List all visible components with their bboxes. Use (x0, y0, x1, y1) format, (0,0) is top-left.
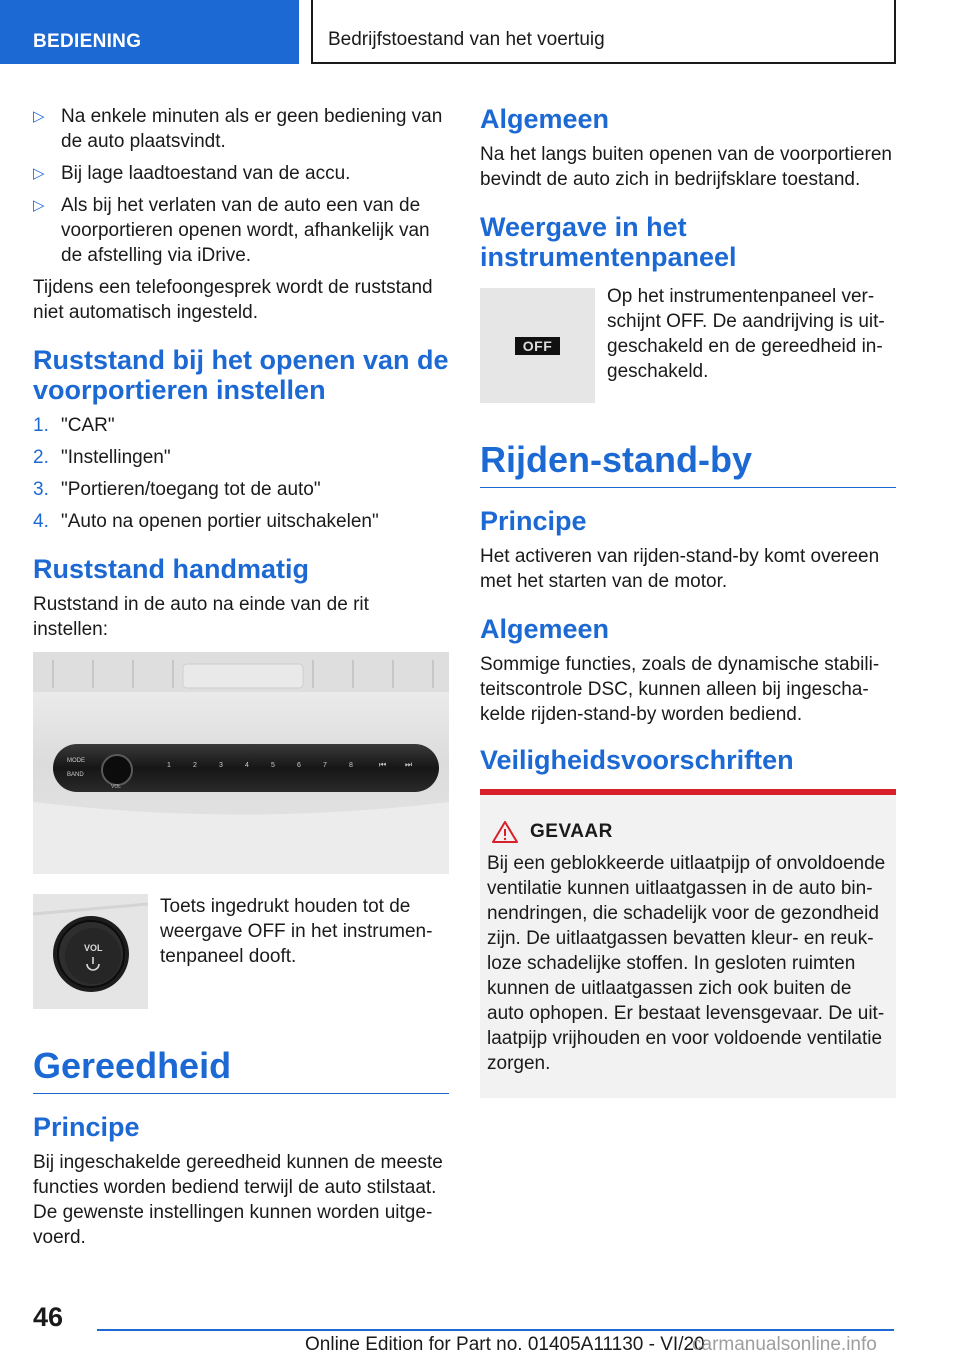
list-item: ▷ Als bij het verlaten van de auto een van de voorportieren openen wordt, afhankelijk van de afstelling via iDrive. (33, 195, 430, 266)
paragraph: Op het instrumentenpaneel verschijnt OFF. De aandrijving is uitgeschakeld en de gereedheid ingeschakeld. (607, 286, 885, 382)
paragraph: Ruststand in de auto na einde van de rit instellen: (33, 594, 369, 640)
danger-text: Bij een geblokkeerde uitlaatpijp of onvoldoende ventilatie kunnen uitlaatgassen in de auto binnendringen, die schadelijk voor de gezondheid zijn. De uitlaatgassen bevatten kleur- en reukloze schadelijke stoffen. In gesloten ruimten kunnen de uitlaatgassen zich ook buiten de auto ophopen. Er bestaat levensgevaar. De uitlaatpijp vrijhouden en voor voldoende ventilatie zorgen. (487, 853, 886, 1074)
danger-title: GEVAAR (530, 821, 613, 842)
preset-button-label: 4 (245, 762, 249, 769)
section-title-rijden-stand-by: Rijden-stand-by (480, 439, 896, 488)
heading-ruststand-handmatig: Ruststand handmatig (33, 554, 310, 584)
mode-button-label: MODE (67, 758, 85, 764)
heading-veiligheid: Veiligheidsvoorschriften (480, 745, 794, 775)
step-item: 4. "Auto na openen portier uitschakelen" (33, 511, 379, 532)
paragraph: Tijdens een telefoongesprek wordt de ruststand niet automatisch ingesteld. (33, 277, 433, 323)
paragraph: Bij ingeschakelde gereedheid kunnen de meeste functies worden bediend terwijl de auto stilstaat. De gewenste instellingen kunnen worden uitgevoerd. (33, 1152, 443, 1248)
steps-list (33, 413, 449, 534)
heading-principe: Principe (480, 506, 587, 536)
preset-button-label: 1 (167, 762, 171, 769)
danger-warning-box (480, 789, 896, 1098)
edition-text: Online Edition for Part no. 01405A11130 - VI/20 (305, 1334, 705, 1355)
heading-algemeen: Algemeen (480, 614, 610, 644)
vol-knob-label: VOL (84, 943, 103, 953)
triangle-bullet-icon: ▷ (33, 197, 45, 214)
prev-track-icon: ⏮ (379, 760, 387, 769)
list-item: ▷ Na enkele minuten als er geen bediening van de auto plaatsvindt. (33, 106, 443, 152)
warning-triangle-icon (492, 821, 518, 843)
radio-panel-photo (33, 652, 449, 874)
watermark: carmanualsonline.info (692, 1334, 877, 1355)
preset-button-label: 6 (297, 762, 301, 769)
condition-list (33, 104, 449, 268)
danger-header (487, 821, 888, 843)
left-column (33, 104, 449, 1260)
section-tab: BEDIENING (0, 0, 299, 64)
step-item: 3. "Portieren/toegang tot de auto" (33, 479, 321, 500)
vol-knob-row (33, 894, 449, 1009)
step-item: 2. "Instellingen" (33, 447, 171, 468)
paragraph: Het activeren van rijden-stand-by komt overeen met het starten van de motor. (480, 546, 880, 592)
preset-button-label: 8 (349, 762, 353, 769)
vol-knob-label: VOL (111, 784, 122, 790)
off-display-image (480, 288, 595, 403)
heading-weergave: Weergave in het instrumentenpaneel (480, 212, 737, 272)
heading-algemeen: Algemeen (480, 104, 610, 134)
preset-button-label: 2 (193, 762, 197, 769)
right-column (480, 104, 896, 1098)
page-header (0, 0, 960, 66)
off-display-row (480, 288, 896, 403)
paragraph: Toets ingedrukt houden tot de weergave OFF in het instrumentenpaneel dooft. (160, 896, 433, 967)
list-item: ▷ Bij lage laadtoestand van de accu. (33, 163, 351, 184)
heading-principe: Principe (33, 1112, 140, 1142)
vol-knob-photo (33, 894, 148, 1009)
off-indicator: OFF (515, 337, 561, 355)
preset-button-label: 3 (219, 762, 223, 769)
preset-button-label: 7 (323, 762, 327, 769)
triangle-bullet-icon: ▷ (33, 165, 45, 182)
triangle-bullet-icon: ▷ (33, 108, 45, 125)
band-button-label: BAND (67, 772, 84, 778)
chapter-title: Bedrijfstoestand van het voertuig (311, 0, 896, 64)
next-track-icon: ⏭ (405, 760, 413, 769)
page-number: 46 (33, 1302, 64, 1332)
step-item: 1. "CAR" (33, 415, 115, 436)
section-title-gereedheid: Gereedheid (33, 1045, 449, 1094)
radio-panel-illustration (33, 652, 449, 874)
paragraph: Na het langs buiten openen van de voorportieren bevindt de auto zich in bedrijfsklare toestand. (480, 144, 892, 190)
paragraph: Sommige functies, zoals de dynamische stabiliteitscontrole DSC, kunnen alleen bij ingeschakelde rijden-stand-by worden bediend. (480, 654, 880, 725)
footer-rule (97, 1329, 894, 1331)
heading-ruststand-portieren: Ruststand bij het openen van de voorportieren instellen (33, 345, 449, 405)
preset-button-label: 5 (271, 762, 275, 769)
